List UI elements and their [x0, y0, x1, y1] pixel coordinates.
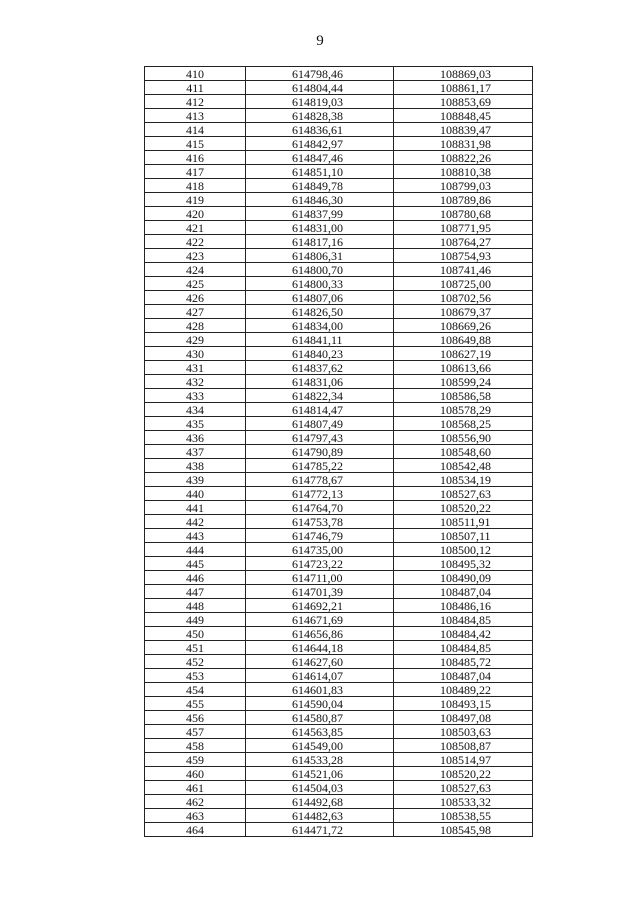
point-number-cell: 428	[145, 319, 246, 333]
point-number-cell: 433	[145, 389, 246, 403]
coordinates-table	[144, 66, 533, 837]
y-coordinate-cell: 108520,22	[394, 767, 533, 781]
x-coordinate-cell: 614826,50	[246, 305, 394, 319]
y-coordinate-cell: 108548,60	[394, 445, 533, 459]
table-row	[145, 431, 533, 445]
x-coordinate-cell: 614590,04	[246, 697, 394, 711]
point-number-cell: 413	[145, 109, 246, 123]
table-row	[145, 753, 533, 767]
table-row	[145, 277, 533, 291]
x-coordinate-cell: 614814,47	[246, 403, 394, 417]
table-row	[145, 249, 533, 263]
table-row	[145, 585, 533, 599]
table-row	[145, 823, 533, 837]
table-row	[145, 305, 533, 319]
point-number-cell: 436	[145, 431, 246, 445]
table-row	[145, 95, 533, 109]
point-number-cell: 423	[145, 249, 246, 263]
x-coordinate-cell: 614627,60	[246, 655, 394, 669]
table-row	[145, 781, 533, 795]
table-row	[145, 319, 533, 333]
point-number-cell: 419	[145, 193, 246, 207]
table-row	[145, 795, 533, 809]
table-row	[145, 613, 533, 627]
y-coordinate-cell: 108508,87	[394, 739, 533, 753]
point-number-cell: 425	[145, 277, 246, 291]
coordinates-table-body	[145, 67, 533, 837]
y-coordinate-cell: 108613,66	[394, 361, 533, 375]
table-row	[145, 291, 533, 305]
point-number-cell: 441	[145, 501, 246, 515]
point-number-cell: 411	[145, 81, 246, 95]
point-number-cell: 456	[145, 711, 246, 725]
y-coordinate-cell: 108789,86	[394, 193, 533, 207]
point-number-cell: 454	[145, 683, 246, 697]
x-coordinate-cell: 614800,70	[246, 263, 394, 277]
y-coordinate-cell: 108527,63	[394, 781, 533, 795]
table-row	[145, 711, 533, 725]
y-coordinate-cell: 108754,93	[394, 249, 533, 263]
table-row	[145, 725, 533, 739]
x-coordinate-cell: 614790,89	[246, 445, 394, 459]
point-number-cell: 462	[145, 795, 246, 809]
point-number-cell: 451	[145, 641, 246, 655]
x-coordinate-cell: 614819,03	[246, 95, 394, 109]
x-coordinate-cell: 614711,00	[246, 571, 394, 585]
y-coordinate-cell: 108822,26	[394, 151, 533, 165]
table-row	[145, 123, 533, 137]
table-row	[145, 487, 533, 501]
y-coordinate-cell: 108853,69	[394, 95, 533, 109]
table-row	[145, 193, 533, 207]
y-coordinate-cell: 108869,03	[394, 67, 533, 81]
table-row	[145, 683, 533, 697]
y-coordinate-cell: 108669,26	[394, 319, 533, 333]
y-coordinate-cell: 108702,56	[394, 291, 533, 305]
point-number-cell: 443	[145, 529, 246, 543]
x-coordinate-cell: 614840,23	[246, 347, 394, 361]
point-number-cell: 414	[145, 123, 246, 137]
x-coordinate-cell: 614828,38	[246, 109, 394, 123]
y-coordinate-cell: 108511,91	[394, 515, 533, 529]
table-row	[145, 165, 533, 179]
y-coordinate-cell: 108507,11	[394, 529, 533, 543]
y-coordinate-cell: 108568,25	[394, 417, 533, 431]
table-row	[145, 571, 533, 585]
y-coordinate-cell: 108764,27	[394, 235, 533, 249]
x-coordinate-cell: 614521,06	[246, 767, 394, 781]
point-number-cell: 452	[145, 655, 246, 669]
y-coordinate-cell: 108489,22	[394, 683, 533, 697]
x-coordinate-cell: 614834,00	[246, 319, 394, 333]
point-number-cell: 437	[145, 445, 246, 459]
table-row	[145, 445, 533, 459]
point-number-cell: 447	[145, 585, 246, 599]
table-row	[145, 151, 533, 165]
x-coordinate-cell: 614482,63	[246, 809, 394, 823]
table-row	[145, 515, 533, 529]
table-row	[145, 417, 533, 431]
point-number-cell: 416	[145, 151, 246, 165]
y-coordinate-cell: 108487,04	[394, 585, 533, 599]
table-row	[145, 361, 533, 375]
x-coordinate-cell: 614807,06	[246, 291, 394, 305]
table-row	[145, 501, 533, 515]
table-row	[145, 221, 533, 235]
point-number-cell: 458	[145, 739, 246, 753]
y-coordinate-cell: 108545,98	[394, 823, 533, 837]
y-coordinate-cell: 108780,68	[394, 207, 533, 221]
x-coordinate-cell: 614841,11	[246, 333, 394, 347]
point-number-cell: 410	[145, 67, 246, 81]
x-coordinate-cell: 614746,79	[246, 529, 394, 543]
x-coordinate-cell: 614471,72	[246, 823, 394, 837]
table-row	[145, 473, 533, 487]
point-number-cell: 460	[145, 767, 246, 781]
point-number-cell: 435	[145, 417, 246, 431]
x-coordinate-cell: 614504,03	[246, 781, 394, 795]
point-number-cell: 463	[145, 809, 246, 823]
table-row	[145, 529, 533, 543]
x-coordinate-cell: 614492,68	[246, 795, 394, 809]
y-coordinate-cell: 108861,17	[394, 81, 533, 95]
y-coordinate-cell: 108503,63	[394, 725, 533, 739]
point-number-cell: 417	[145, 165, 246, 179]
x-coordinate-cell: 614846,30	[246, 193, 394, 207]
y-coordinate-cell: 108578,29	[394, 403, 533, 417]
table-row	[145, 389, 533, 403]
y-coordinate-cell: 108534,19	[394, 473, 533, 487]
table-row	[145, 739, 533, 753]
point-number-cell: 455	[145, 697, 246, 711]
y-coordinate-cell: 108485,72	[394, 655, 533, 669]
page-number: 9	[316, 33, 324, 49]
point-number-cell: 446	[145, 571, 246, 585]
y-coordinate-cell: 108627,19	[394, 347, 533, 361]
x-coordinate-cell: 614849,78	[246, 179, 394, 193]
point-number-cell: 450	[145, 627, 246, 641]
x-coordinate-cell: 614723,22	[246, 557, 394, 571]
y-coordinate-cell: 108679,37	[394, 305, 533, 319]
x-coordinate-cell: 614563,85	[246, 725, 394, 739]
y-coordinate-cell: 108810,38	[394, 165, 533, 179]
x-coordinate-cell: 614644,18	[246, 641, 394, 655]
x-coordinate-cell: 614836,61	[246, 123, 394, 137]
x-coordinate-cell: 614831,06	[246, 375, 394, 389]
point-number-cell: 412	[145, 95, 246, 109]
x-coordinate-cell: 614831,00	[246, 221, 394, 235]
x-coordinate-cell: 614822,34	[246, 389, 394, 403]
table-row	[145, 697, 533, 711]
y-coordinate-cell: 108486,16	[394, 599, 533, 613]
y-coordinate-cell: 108484,42	[394, 627, 533, 641]
y-coordinate-cell: 108490,09	[394, 571, 533, 585]
table-row	[145, 207, 533, 221]
x-coordinate-cell: 614580,87	[246, 711, 394, 725]
y-coordinate-cell: 108831,98	[394, 137, 533, 151]
x-coordinate-cell: 614807,49	[246, 417, 394, 431]
point-number-cell: 438	[145, 459, 246, 473]
point-number-cell: 422	[145, 235, 246, 249]
y-coordinate-cell: 108799,03	[394, 179, 533, 193]
table-row	[145, 67, 533, 81]
x-coordinate-cell: 614692,21	[246, 599, 394, 613]
point-number-cell: 445	[145, 557, 246, 571]
x-coordinate-cell: 614533,28	[246, 753, 394, 767]
table-row	[145, 543, 533, 557]
y-coordinate-cell: 108497,08	[394, 711, 533, 725]
point-number-cell: 431	[145, 361, 246, 375]
table-row	[145, 599, 533, 613]
point-number-cell: 439	[145, 473, 246, 487]
x-coordinate-cell: 614753,78	[246, 515, 394, 529]
table-row	[145, 557, 533, 571]
point-number-cell: 448	[145, 599, 246, 613]
point-number-cell: 415	[145, 137, 246, 151]
point-number-cell: 453	[145, 669, 246, 683]
point-number-cell: 457	[145, 725, 246, 739]
table-row	[145, 809, 533, 823]
point-number-cell: 449	[145, 613, 246, 627]
table-row	[145, 627, 533, 641]
x-coordinate-cell: 614842,97	[246, 137, 394, 151]
point-number-cell: 464	[145, 823, 246, 837]
point-number-cell: 459	[145, 753, 246, 767]
table-row	[145, 333, 533, 347]
table-row	[145, 179, 533, 193]
y-coordinate-cell: 108520,22	[394, 501, 533, 515]
x-coordinate-cell: 614772,13	[246, 487, 394, 501]
y-coordinate-cell: 108538,55	[394, 809, 533, 823]
y-coordinate-cell: 108649,88	[394, 333, 533, 347]
y-coordinate-cell: 108586,58	[394, 389, 533, 403]
point-number-cell: 461	[145, 781, 246, 795]
x-coordinate-cell: 614614,07	[246, 669, 394, 683]
point-number-cell: 424	[145, 263, 246, 277]
point-number-cell: 426	[145, 291, 246, 305]
x-coordinate-cell: 614806,31	[246, 249, 394, 263]
x-coordinate-cell: 614656,86	[246, 627, 394, 641]
x-coordinate-cell: 614837,62	[246, 361, 394, 375]
point-number-cell: 421	[145, 221, 246, 235]
table-row	[145, 137, 533, 151]
y-coordinate-cell: 108725,00	[394, 277, 533, 291]
y-coordinate-cell: 108741,46	[394, 263, 533, 277]
x-coordinate-cell: 614549,00	[246, 739, 394, 753]
x-coordinate-cell: 614797,43	[246, 431, 394, 445]
y-coordinate-cell: 108599,24	[394, 375, 533, 389]
x-coordinate-cell: 614785,22	[246, 459, 394, 473]
table-row	[145, 375, 533, 389]
y-coordinate-cell: 108771,95	[394, 221, 533, 235]
y-coordinate-cell: 108542,48	[394, 459, 533, 473]
y-coordinate-cell: 108495,32	[394, 557, 533, 571]
x-coordinate-cell: 614778,67	[246, 473, 394, 487]
y-coordinate-cell: 108533,32	[394, 795, 533, 809]
table-row	[145, 109, 533, 123]
x-coordinate-cell: 614735,00	[246, 543, 394, 557]
point-number-cell: 418	[145, 179, 246, 193]
point-number-cell: 420	[145, 207, 246, 221]
table-row	[145, 655, 533, 669]
point-number-cell: 430	[145, 347, 246, 361]
table-row	[145, 641, 533, 655]
point-number-cell: 429	[145, 333, 246, 347]
table-row	[145, 403, 533, 417]
y-coordinate-cell: 108527,63	[394, 487, 533, 501]
y-coordinate-cell: 108493,15	[394, 697, 533, 711]
y-coordinate-cell: 108839,47	[394, 123, 533, 137]
table-row	[145, 459, 533, 473]
point-number-cell: 442	[145, 515, 246, 529]
table-row	[145, 767, 533, 781]
point-number-cell: 432	[145, 375, 246, 389]
x-coordinate-cell: 614798,46	[246, 67, 394, 81]
y-coordinate-cell: 108514,97	[394, 753, 533, 767]
x-coordinate-cell: 614601,83	[246, 683, 394, 697]
x-coordinate-cell: 614851,10	[246, 165, 394, 179]
point-number-cell: 444	[145, 543, 246, 557]
x-coordinate-cell: 614671,69	[246, 613, 394, 627]
x-coordinate-cell: 614800,33	[246, 277, 394, 291]
point-number-cell: 427	[145, 305, 246, 319]
y-coordinate-cell: 108500,12	[394, 543, 533, 557]
table-row	[145, 263, 533, 277]
y-coordinate-cell: 108848,45	[394, 109, 533, 123]
x-coordinate-cell: 614701,39	[246, 585, 394, 599]
y-coordinate-cell: 108484,85	[394, 641, 533, 655]
x-coordinate-cell: 614837,99	[246, 207, 394, 221]
x-coordinate-cell: 614847,46	[246, 151, 394, 165]
point-number-cell: 434	[145, 403, 246, 417]
y-coordinate-cell: 108484,85	[394, 613, 533, 627]
y-coordinate-cell: 108556,90	[394, 431, 533, 445]
point-number-cell: 440	[145, 487, 246, 501]
x-coordinate-cell: 614817,16	[246, 235, 394, 249]
x-coordinate-cell: 614764,70	[246, 501, 394, 515]
x-coordinate-cell: 614804,44	[246, 81, 394, 95]
table-row	[145, 235, 533, 249]
table-row	[145, 81, 533, 95]
table-row	[145, 669, 533, 683]
y-coordinate-cell: 108487,04	[394, 669, 533, 683]
table-row	[145, 347, 533, 361]
